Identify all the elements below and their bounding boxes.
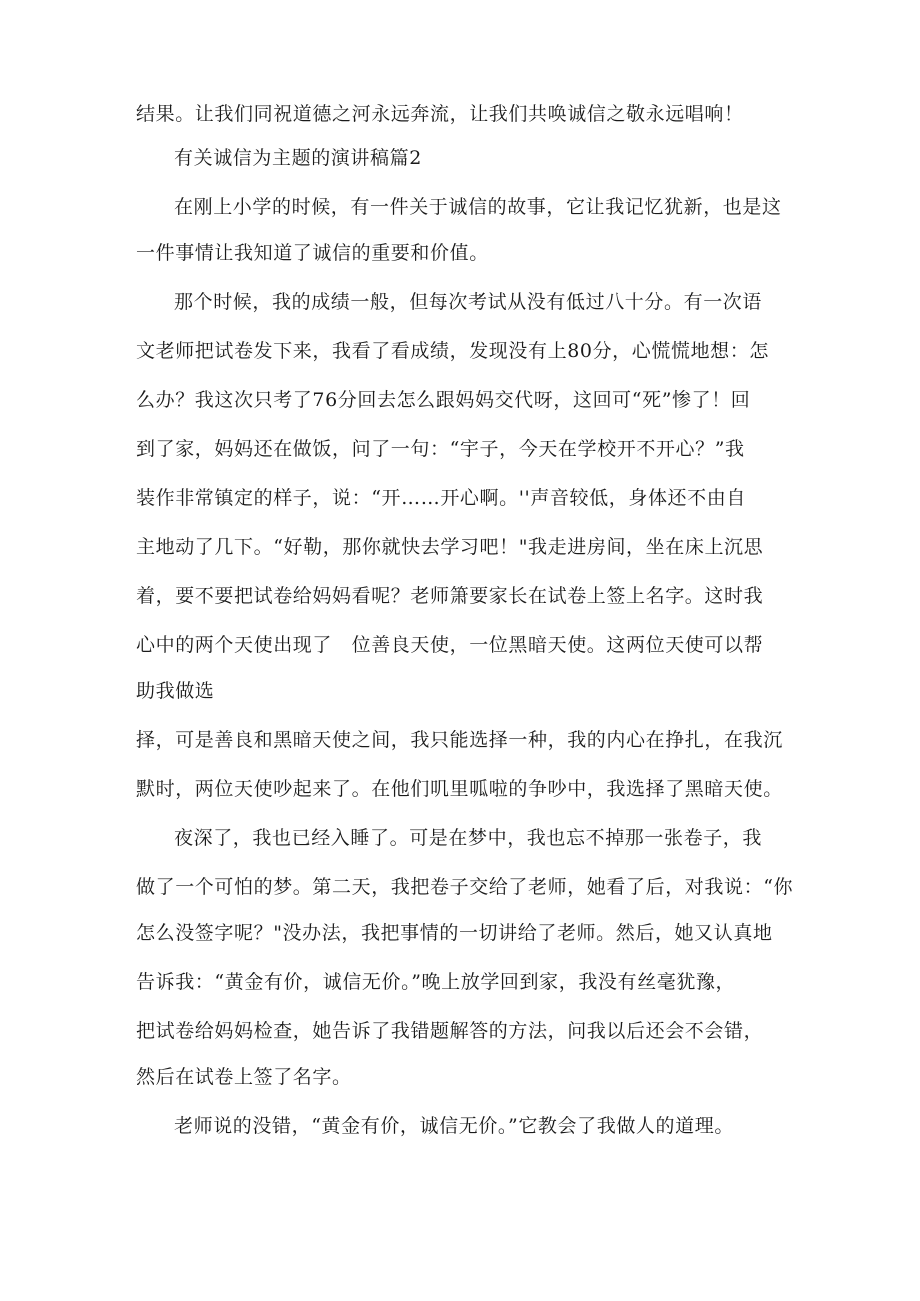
section-heading: 有关诚信为主题的演讲稿篇2 <box>174 147 422 169</box>
paragraph-line-4: 一件事情让我知道了诚信的重要和价值。 <box>136 242 489 264</box>
paragraph-line-12: 心中的两个天使出现了 位善良天使，一位黑暗天使。这两位天使可以帮 <box>136 634 764 656</box>
paragraph-line-21: 然后在试卷上签了名字。 <box>136 1066 352 1088</box>
paragraph-line-9: 装作非常镇定的样子，说：“开……开心啊。''声音较低，身体还不由自 <box>136 487 746 509</box>
paragraph-line-3: 在刚上小学的时候，有一件关于诚信的故事，它让我记忆犹新，也是这 <box>174 196 782 218</box>
paragraph-line-6: 文老师把试卷发下来，我看了看成绩，发现没有上80分，心慌慌地想：怎 <box>136 340 769 362</box>
paragraph-line-5: 那个时候，我的成绩一般，但每次考试从没有低过八十分。有一次语 <box>174 291 763 313</box>
paragraph-line-18: 怎么没签字呢？"没办法，我把事情的一切讲给了老师。然后，她又认真地 <box>136 922 773 944</box>
paragraph-line-8: 到了家，妈妈还在做饭，问了一句：“宇子，今天在学校开不开心？”我 <box>136 438 745 460</box>
paragraph-line-22: 老师说的没错，“黄金有价，诚信无价。”它教会了我做人的道理。 <box>174 1115 734 1137</box>
paragraph-line-11: 着，要不要把试卷给妈妈看呢？老师箫要家长在试卷上签上名字。这时我 <box>136 585 764 607</box>
paragraph-line-7: 么办？我这次只考了76分回去怎么跟妈妈交代呀，这回可“死”惨了！回 <box>136 389 751 411</box>
paragraph-line-19: 告诉我：“黄金有价，诚信无价。”晚上放学回到家，我没有丝毫犹豫， <box>136 971 736 993</box>
paragraph-line-16: 夜深了，我也已经入睡了。可是在梦中，我也忘不掉那一张卷子，我 <box>174 827 763 849</box>
paragraph-line-17: 做了一个可怕的梦。第二天，我把卷子交给了老师，她看了后，对我说：“你 <box>136 876 794 898</box>
paragraph-line-1: 结果。让我们同祝道德之河永远奔流，让我们共唤诚信之敬永远唱响！ <box>136 103 744 125</box>
paragraph-line-20: 把试卷给妈妈检查，她告诉了我错题解答的方法，问我以后还会不会错， <box>136 1020 764 1042</box>
paragraph-line-13: 助我做选 <box>136 680 215 702</box>
paragraph-line-10: 主地动了几下。“好勒，那你就快去学习吧！"我走进房间，坐在床上沉思 <box>136 536 764 558</box>
paragraph-line-14: 择，可是善良和黑暗天使之间，我只能选择一种，我的内心在挣扎，在我沉 <box>136 729 783 751</box>
paragraph-line-15: 默时，两位天使吵起来了。在他们叽里呱啦的争吵中，我选择了黑暗天使。 <box>136 778 783 800</box>
